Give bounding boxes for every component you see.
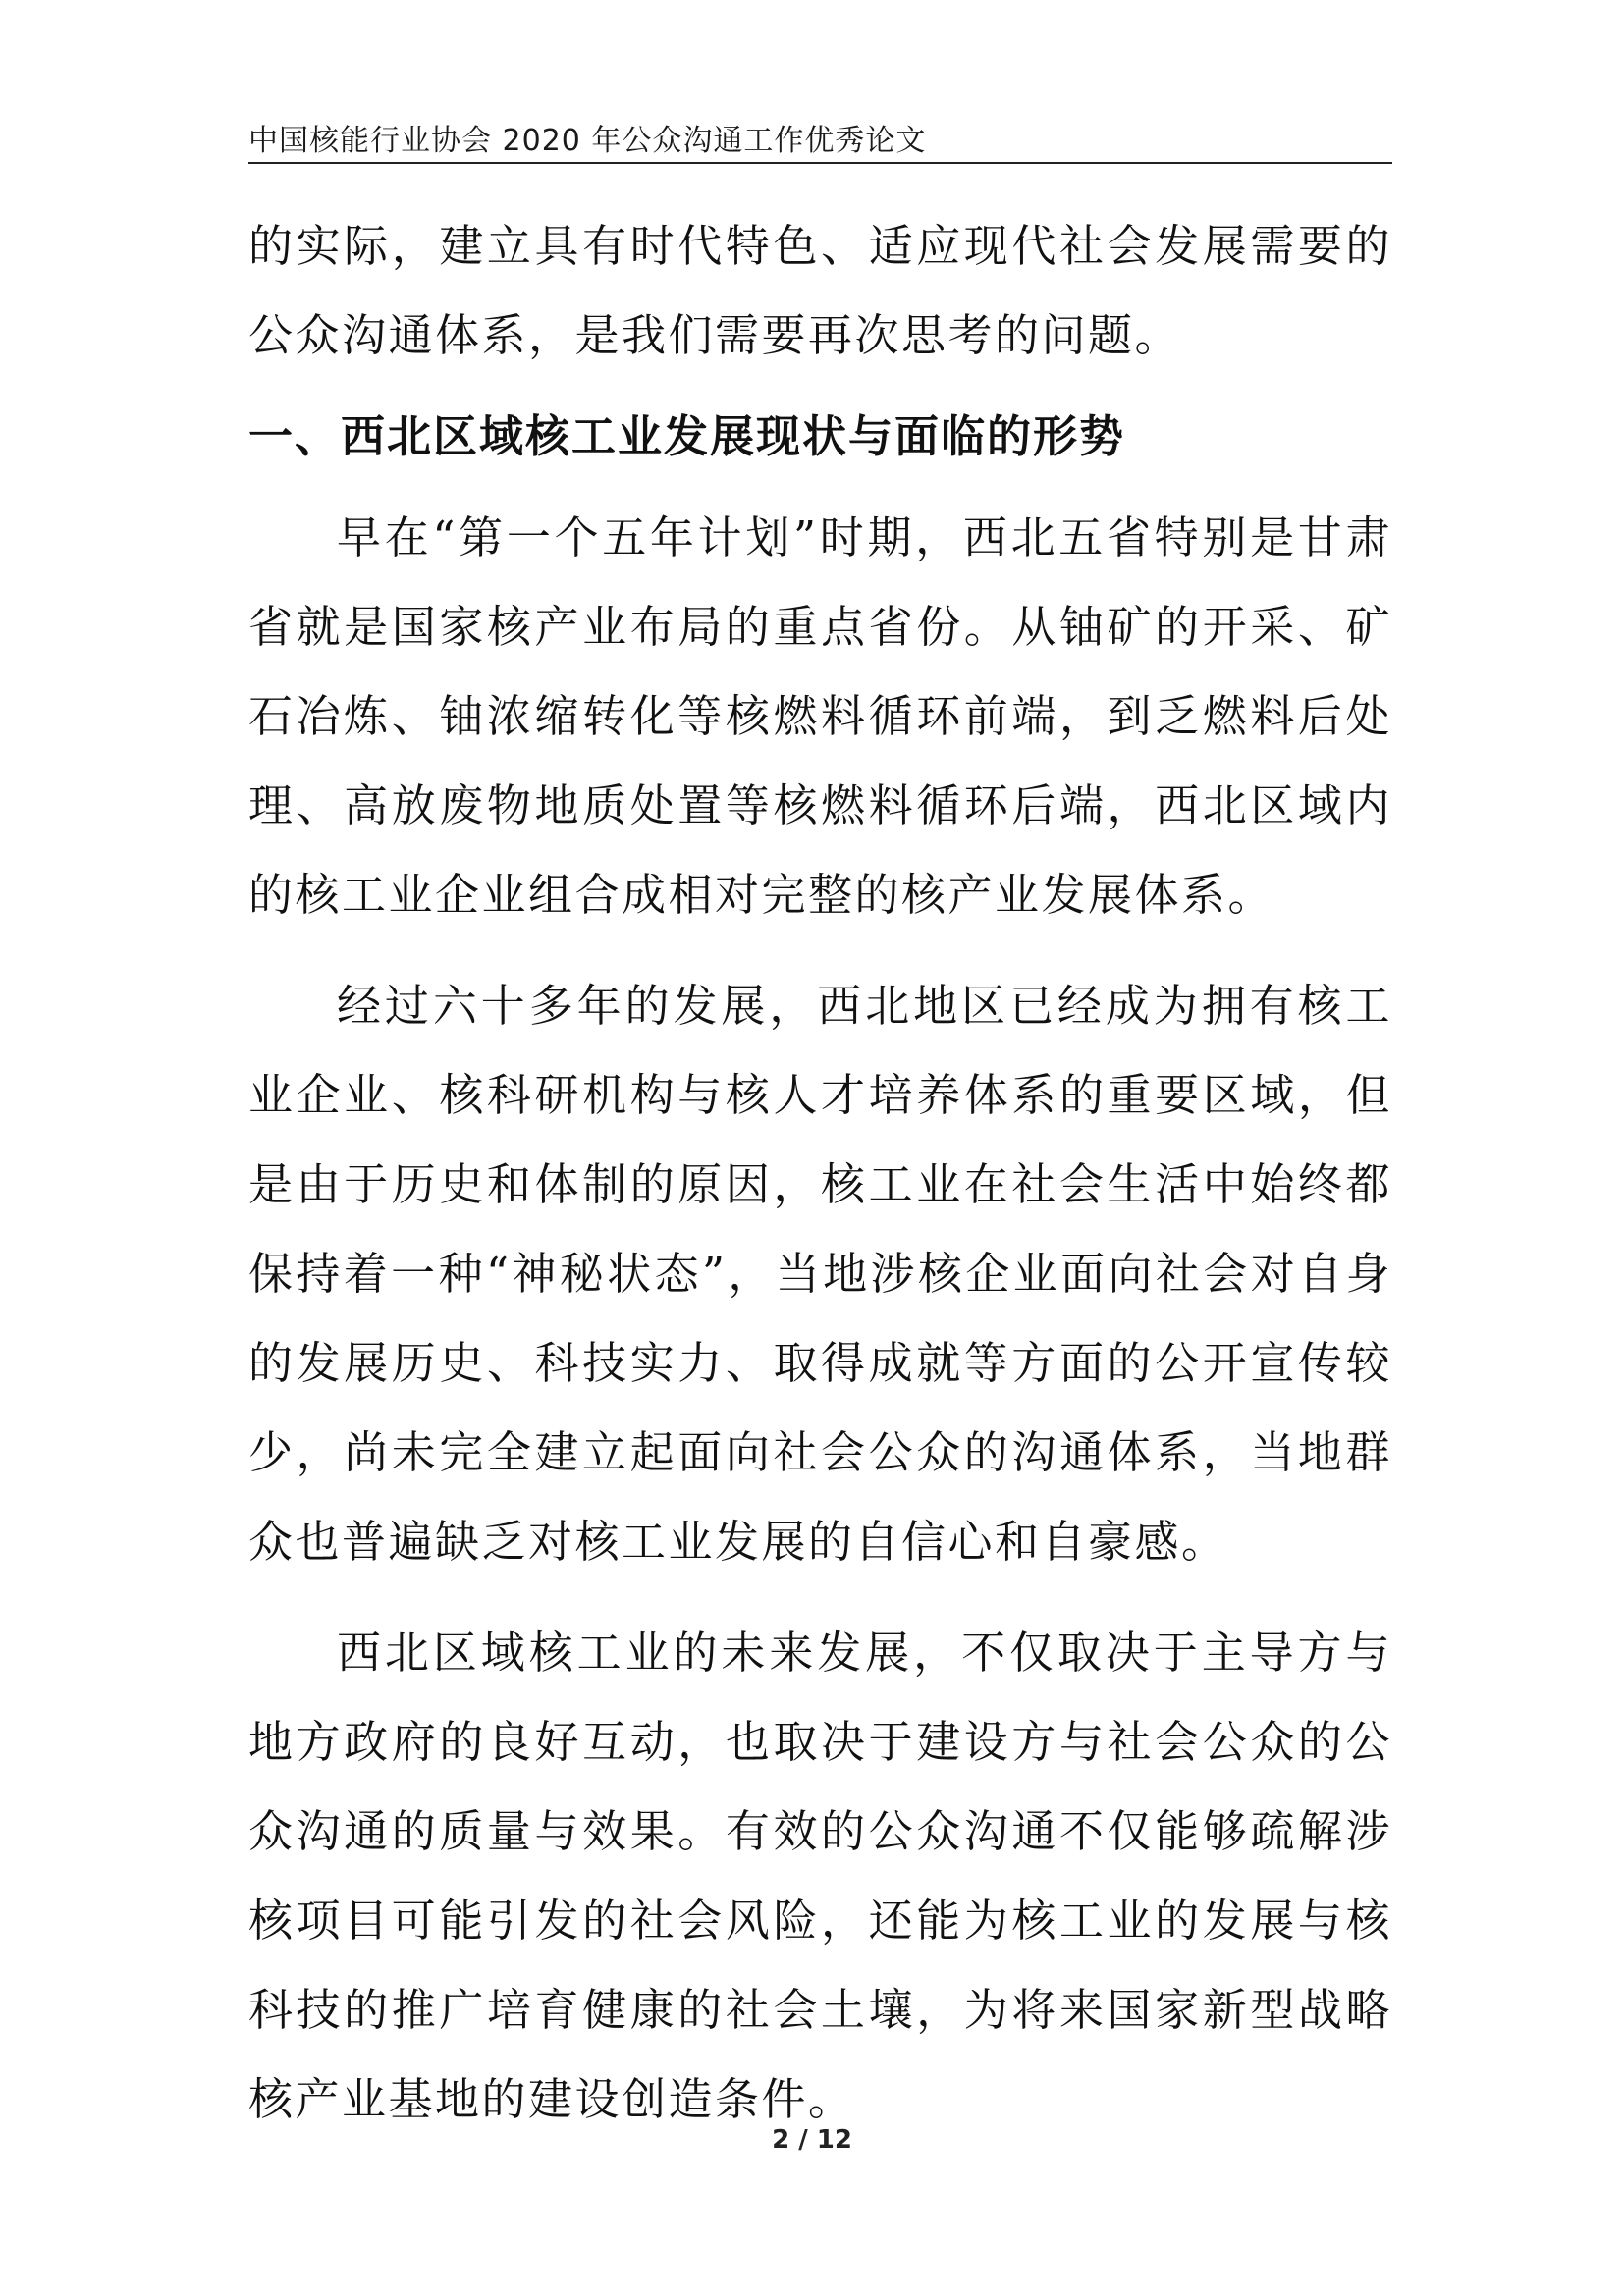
paragraph-3: 西北区域核工业的未来发展，不仅取决于主导方与地方政府的良好互动，也取决于建设方与社会公众的公众沟通的质量与效果。有效的公众沟通不仅能够疏解涉核项目可能引发的社会风险，还能为核工业的发展与核科技的推广培育健康的社会土壤，为将来国家新型战略核产业基地的建设创造条件。 (248, 1627, 1392, 2125)
continuation-paragraph: 的实际，建立具有时代特色、适应现代社会发展需要的公众沟通体系，是我们需要再次思考的问题。 (248, 220, 1392, 361)
running-header: 中国核能行业协会 2020 年公众沟通工作优秀论文 (248, 124, 927, 158)
page-body (248, 201, 1392, 2144)
header-rule (248, 162, 1392, 164)
paragraph-2: 经过六十多年的发展，西北地区已经成为拥有核工业企业、核科研机构与核人才培养体系的重要区域，但是由于历史和体制的原因，核工业在社会生活中始终都保持着一种“神秘状态”，当地涉核企业面向社会对自身的发展历史、科技实力、取得成就等方面的公开宣传较少，尚未完全建立起面向社会公众的沟通体系，当地群众也普遍缺乏对核工业发展的自信心和自豪感。 (248, 980, 1392, 1568)
section-heading: 一、西北区域核工业发展现状与面临的形势 (248, 410, 1126, 462)
page-number: 2 / 12 (772, 2125, 852, 2155)
paragraph-1: 早在“第一个五年计划”时期，西北五省特别是甘肃省就是国家核产业布局的重点省份。从铀矿的开采、矿石冶炼、铀浓缩转化等核燃料循环前端，到乏燃料后处理、高放废物地质处置等核燃料循环后端，西北区域内的核工业企业组合成相对完整的核产业发展体系。 (248, 511, 1392, 921)
